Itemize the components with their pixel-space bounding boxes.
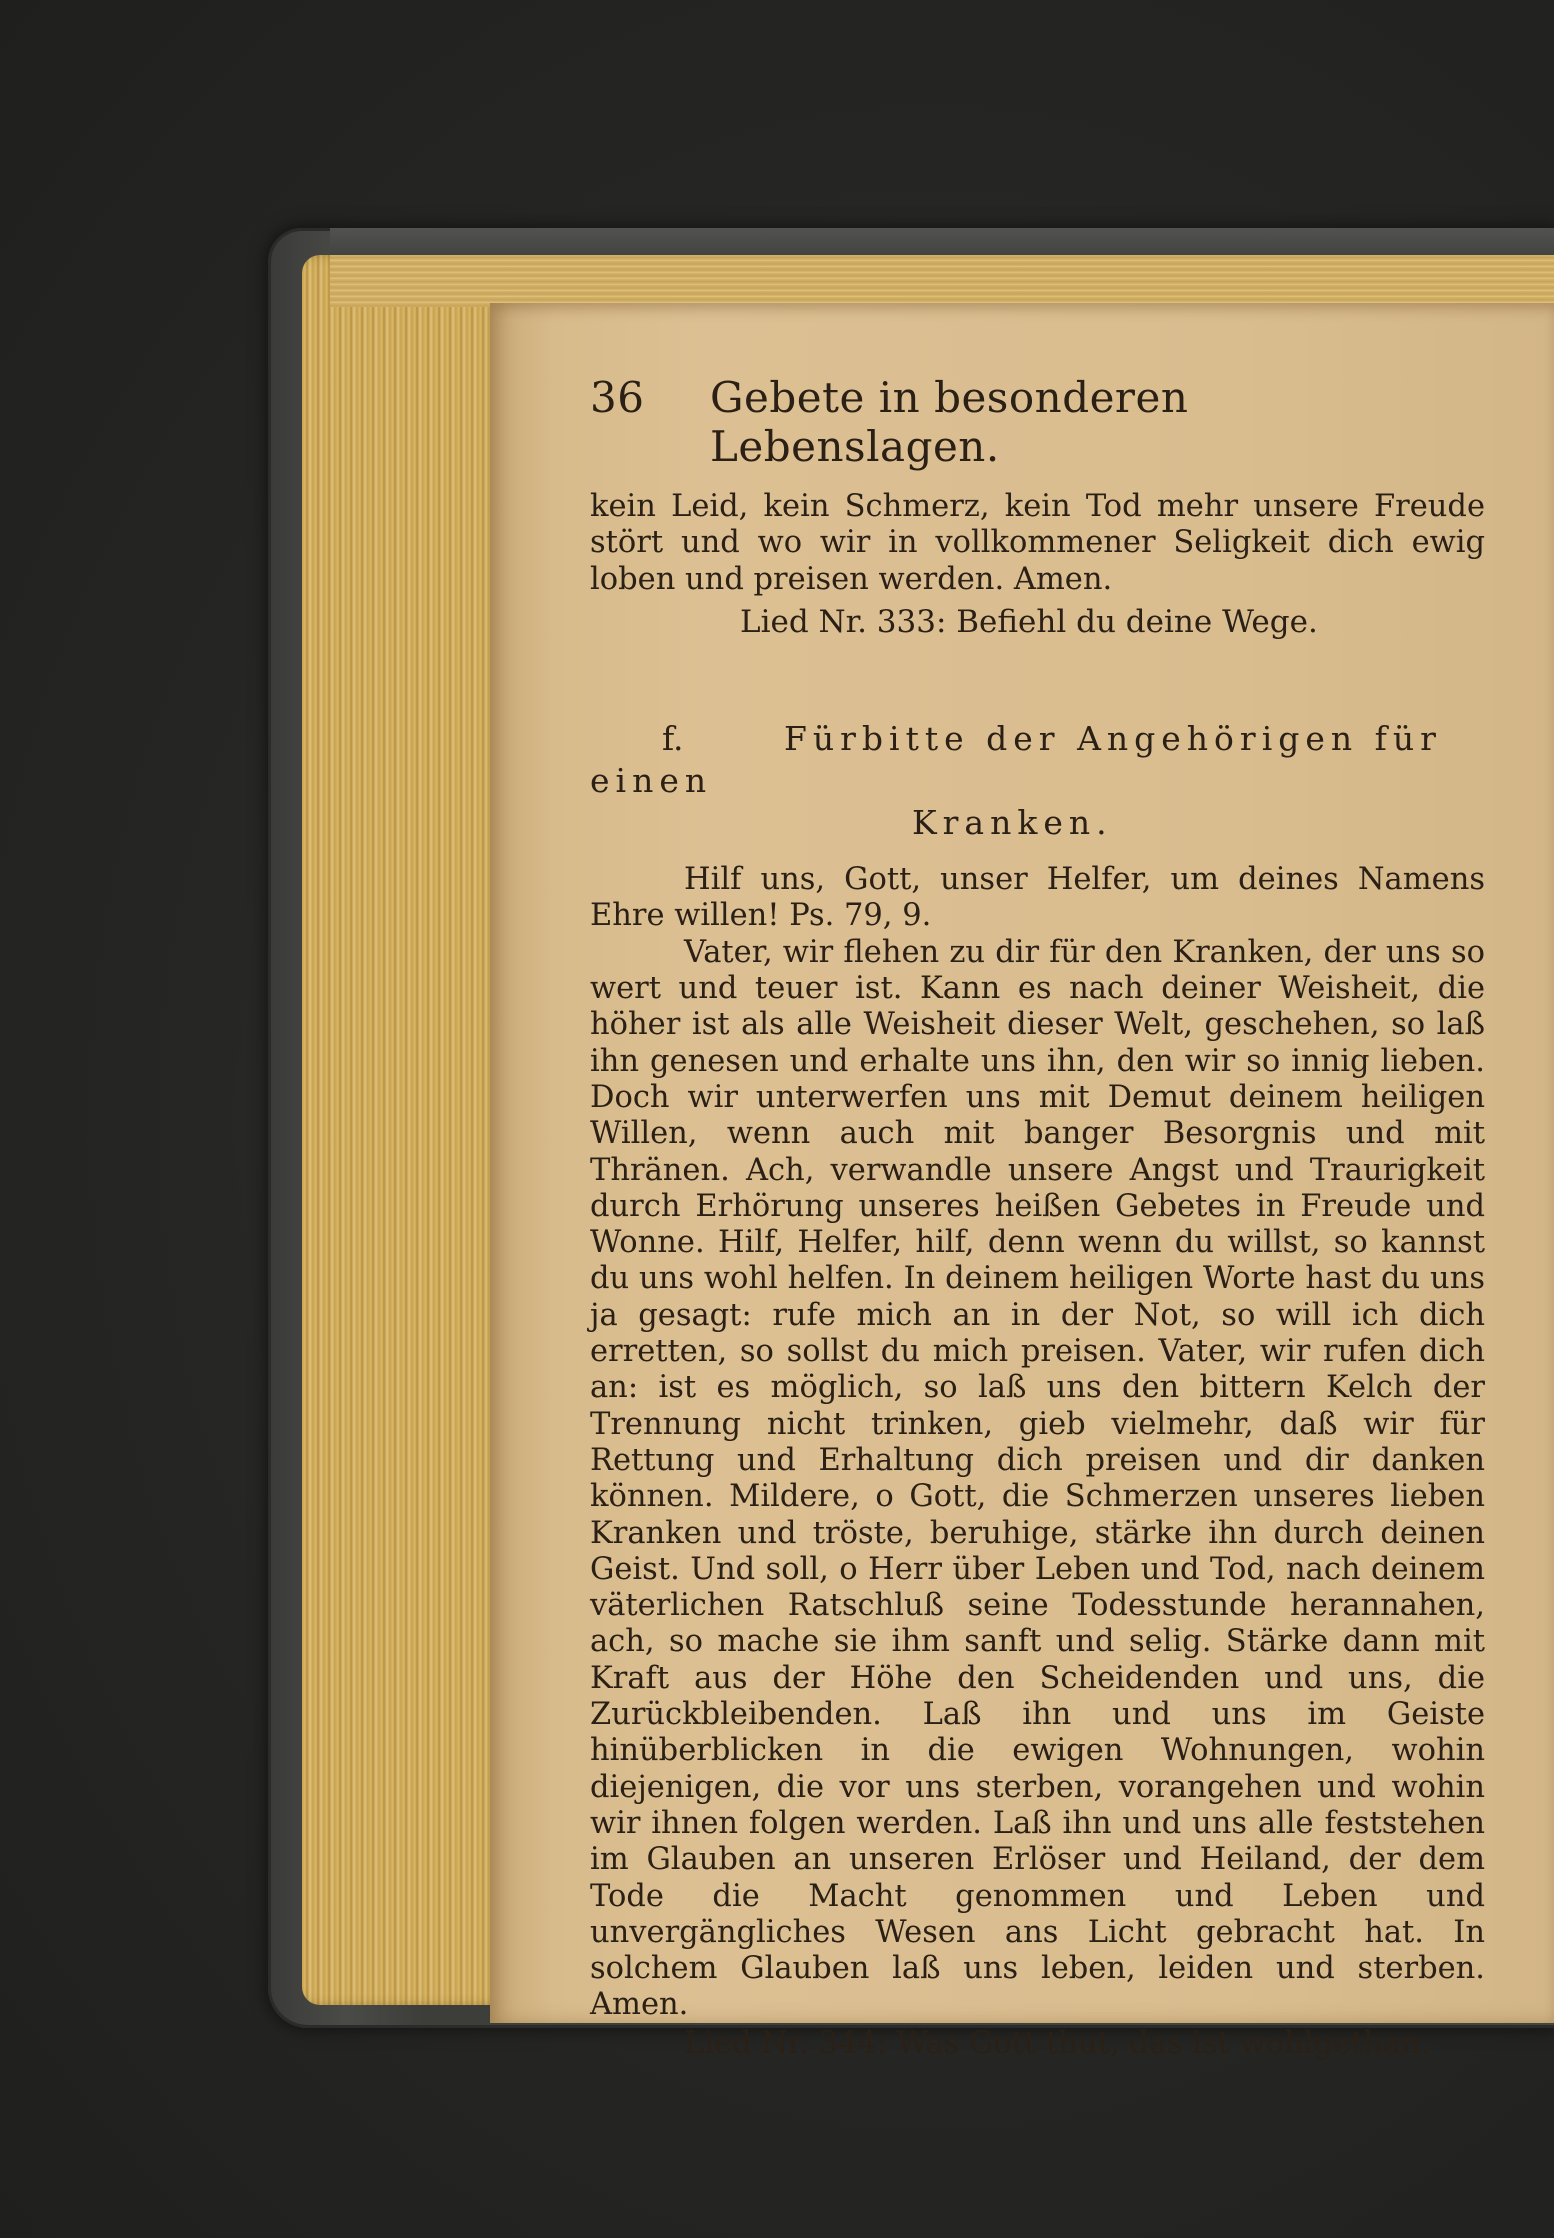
page-text-block [590, 373, 1485, 2062]
gilt-page-edges [302, 255, 502, 2005]
hymn-reference-1: Lied Nr. 333: Befiehl du deine Wege. [740, 603, 1318, 640]
running-head [590, 373, 1485, 471]
page-stack-top [330, 255, 1554, 307]
page-number: 36 [590, 373, 645, 422]
hymn-reference-2: Lied Nr. 344: Was Gott thut, das ist wohlgethan. [684, 2025, 1431, 2061]
scripture-verse: Hilf uns, Gott, unser Helfer, um deines Namens Ehre willen! Ps. 79, 9. [590, 862, 1485, 934]
section-heading [590, 718, 1485, 844]
section-heading-line-2: Kranken. [912, 803, 1113, 843]
prayer-text: Vater, wir flehen zu dir für den Kranken, der uns so wert und teuer ist. Kann es nach deiner Weisheit, die höher ist als alle Weisheit dieser Welt, geschehen, so laß ihn genesen und erhalte uns ihn, den wir so innig lieben. Doch wir unterwerfen uns mit Demut deinem heiligen Willen, wenn auch mit banger Besorgnis und mit Thränen. Ach, verwandle unsere Angst und Traurigkeit durch Erhörung unseres heißen Gebetes in Freude und Wonne. Hilf, Helfer, hilf, denn wenn du willst, so kannst du uns wohl helfen. In deinem heiligen Worte hast du uns ja gesagt: rufe mich an in der Not, so will ich dich erretten, so sollst du mich preisen. Vater, wir rufen dich an: ist es möglich, so laß uns den bittern Kelch der Trennung nicht trinken, gieb vielmehr, daß wir für Rettung und Erhaltung dich preisen und dir danken können. Mildere, o Gott, die Schmerzen unseres lieben Kranken und tröste, beruhige, stärke ihn durch deinen Geist. Und soll, o Herr über Leben und Tod, nach deinem väterlichen Ratschluß seine Todesstunde herannahen, ach, so mache sie ihm sanft und selig. Stärke dann mit Kraft aus der Höhe den Scheidenden und uns, die Zurückbleibenden. Laß ihn und uns im Geiste hinüberblicken in die ewigen Wohnungen, wohin diejenigen, die vor uns sterben, vorangehen und wohin wir ihnen folgen werden. Laß ihn und uns alle feststehen im Glauben an unseren Erlöser und Heiland, der dem Tode die Macht genommen und Leben und unvergängliches Wesen ans Licht gebracht hat. In solchem Glauben laß uns leben, leiden und sterben. Amen. [590, 934, 1485, 2023]
top-paragraph: kein Leid, kein Schmerz, kein Tod mehr unsere Freude stört und wo wir in vollkommener Seligkeit dich ewig loben und preisen werden. Amen. [590, 489, 1485, 597]
book-page [490, 303, 1554, 2061]
running-title: Gebete in besonderen Lebenslagen. [710, 373, 1189, 471]
section-heading-line-1: Fürbitte der Angehörigen für einen [590, 719, 1442, 801]
section-letter: f. [662, 719, 684, 759]
